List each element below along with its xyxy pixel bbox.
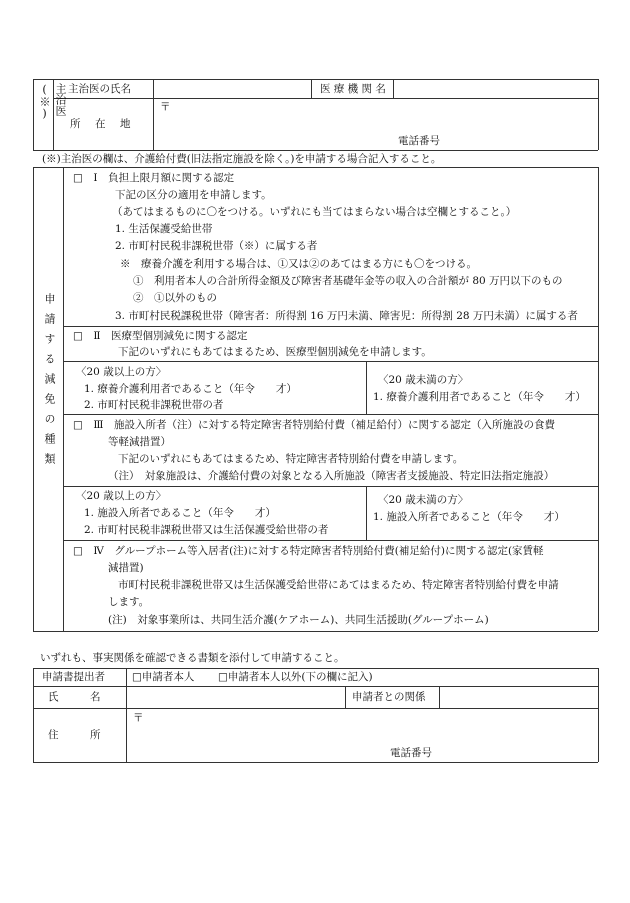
physician-address-label: 所 在 地 <box>70 118 133 130</box>
physician-name-label: 主治医の氏名 <box>68 83 131 95</box>
section3-note: （注） 対象施設は、介護給付費の対象となる入所施設（障害者支援施設、特定旧法指定施設） <box>108 470 555 482</box>
section1-note: ※ 療養介護を利用する場合は、①又は②のあてはまる方にも〇をつける。 <box>120 258 477 270</box>
submitter-label: 申請書提出者 <box>42 671 105 683</box>
section2-left2: 2. 市町村民税非課税世帯の者 <box>84 399 224 411</box>
section1-title: □ Ⅰ 負担上限月額に関する認定 <box>73 172 235 184</box>
submitter-self-checkbox[interactable]: □申請者本人 <box>132 671 195 683</box>
attach-note: いずれも、事実関係を確認できる書類を添付して申請すること。 <box>40 652 345 664</box>
submitter-other-checkbox[interactable]: □申請者本人以外(下の欄に記入) <box>218 671 373 683</box>
submitter-phone-label: 電話番号 <box>390 747 432 759</box>
section4-line1: 市町村民税非課税世帯又は生活保護受給世帯にあてはまるため、特定障害者特別給付費を申請 <box>118 579 559 591</box>
submitter-address-label: 住 所 <box>48 729 101 741</box>
reduction-section-label: 申請する減免の種類 <box>43 293 56 473</box>
section2-left-head: 〈20 歳以上の方〉 <box>76 366 167 378</box>
physician-note: (※)主治医の欄は、介護給付費(旧法指定施設を除く。)を申請する場合記入すること。 <box>42 153 442 165</box>
phone-label: 電話番号 <box>398 135 440 147</box>
section2-title: □ Ⅱ 医療型個別減免に関する認定 <box>73 330 248 342</box>
submitter-name-field[interactable] <box>127 687 344 707</box>
section4-title1: □ Ⅳ グループホーム等入居者(注)に対する特定障害者特別給付費(補足給付)に関する認定(家賃軽 <box>73 545 544 557</box>
section3-left-head: 〈20 歳以上の方〉 <box>76 490 167 502</box>
submitter-postal-mark: 〒 <box>133 712 144 724</box>
section1-opt2: 2. 市町村民税非課税世帯（※）に属する者 <box>115 240 318 252</box>
section2-right1: 1. 療養介護利用者であること（年令 才） <box>373 391 586 403</box>
relation-field[interactable] <box>440 687 597 707</box>
section1-sub1: ① 利用者本人の合計所得金額及び障害者基礎年金等の収入の合計額が 80 万円以下のもの <box>133 275 563 287</box>
institution-label: 医 療 機 関 名 <box>320 83 386 95</box>
section1-opt3: 3. 市町村民税課税世帯（障害者：所得割 16 万円未満、障害児：所得割 28 万円未満）に属する者 <box>115 310 578 322</box>
section2-left1: 1. 療養介護利用者であること（年令 才） <box>84 383 297 395</box>
relation-label: 申請者との関係 <box>352 691 426 703</box>
section1-line2: （あてはまるものに〇をつける。いずれにも当てはまらない場合は空欄とすること。） <box>112 206 517 218</box>
section3-left2: 2. 市町村民税非課税世帯又は生活保護受給世帯の者 <box>84 524 329 536</box>
section3-right1: 1. 施設入所者であること（年令 才） <box>373 511 565 523</box>
section3-line1: 下記のいずれにもあてはまるため、特定障害者特別給付費を申請します。 <box>118 453 464 465</box>
section3-left1: 1. 施設入所者であること（年令 才） <box>84 507 276 519</box>
section3-title1: □ Ⅲ 施設入所者（注）に対する特定障害者特別給付費（補足給付）に関する認定（入所施設の食費 <box>73 419 556 431</box>
section4-line2: します。 <box>108 596 150 608</box>
section1-line1: 下記の区分の適用を申請します。 <box>115 189 272 201</box>
postal-mark: 〒 <box>160 101 171 113</box>
section2-right-head: 〈20 歳未満の方〉 <box>378 374 469 386</box>
section2-line1: 下記のいずれにもあてはまるため、医療型個別減免を申請します。 <box>118 346 432 358</box>
section3-right-head: 〈20 歳未満の方〉 <box>378 494 469 506</box>
section1-sub2: ② ①以外のもの <box>133 292 217 304</box>
section4-title2: 減措置) <box>108 562 144 574</box>
section1-opt1: 1. 生活保護受給世帯 <box>115 223 213 235</box>
section4-note: (注) 対象事業所は、共同生活介護(ケアホーム)、共同生活援助(グループホーム) <box>108 614 489 626</box>
physician-section-label: 主治医(※) <box>38 83 67 120</box>
submitter-name-label: 氏 名 <box>48 691 101 703</box>
section3-title2: 等軽減措置） <box>108 436 171 448</box>
